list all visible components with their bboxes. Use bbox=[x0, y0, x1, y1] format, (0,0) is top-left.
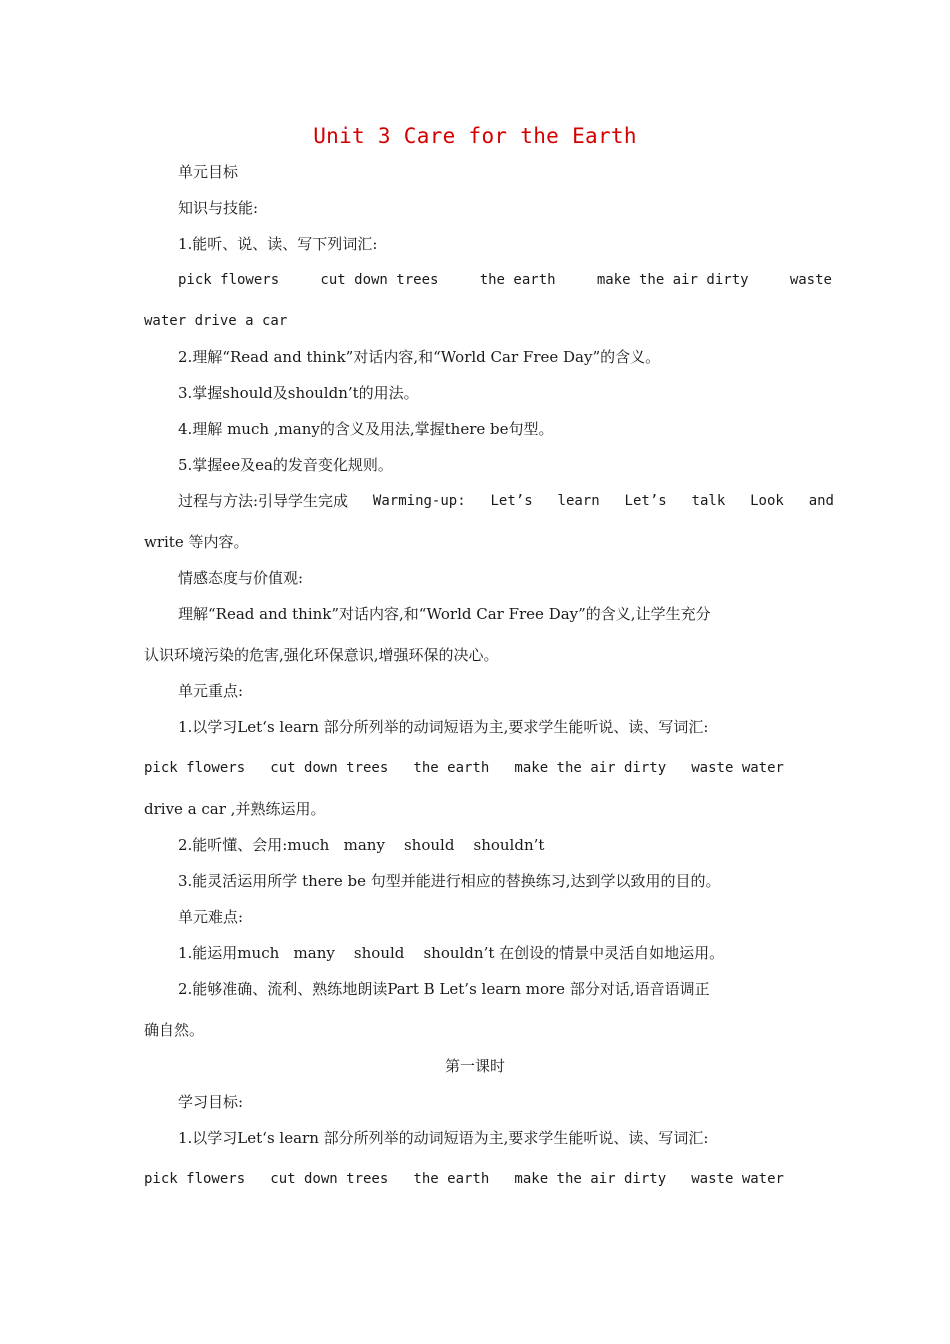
vocab-line-cont: water drive a car bbox=[144, 313, 288, 329]
process-line-cont: write 等内容。 bbox=[144, 533, 249, 551]
unit-goals-heading: 单元目标 bbox=[178, 163, 239, 181]
attitude-heading: 情感态度与价值观: bbox=[178, 569, 304, 587]
process-text: Warming-up: bbox=[372, 493, 466, 509]
vocab-word: the earth bbox=[479, 272, 556, 288]
process-text: Let’s bbox=[624, 493, 667, 509]
vocab-word: the earth bbox=[413, 1171, 490, 1187]
vocab-line bbox=[144, 1168, 784, 1190]
vocab-word: make the air dirty bbox=[596, 272, 749, 288]
unit-difficult-1: 1.能运用much many should shouldn’t 在创设的情景中灵活自如地运用。 bbox=[178, 944, 725, 962]
unit-key-3: 3.能灵活运用所学 there be 句型并能进行相应的替换练习,达到学以致用的目的。 bbox=[178, 872, 721, 890]
vocab-word: pick flowers bbox=[178, 272, 280, 288]
process-text: Let’s bbox=[490, 493, 533, 509]
vocab-word: waste water bbox=[691, 1171, 784, 1187]
vocab-word: waste bbox=[789, 272, 832, 288]
goal-3: 3.掌握should及shouldn’t的用法。 bbox=[178, 384, 419, 402]
vocab-word: cut down trees bbox=[320, 272, 439, 288]
vocab-word: cut down trees bbox=[270, 760, 389, 776]
unit-key-1: 1.以学习Let‘s learn 部分所列举的动词短语为主,要求学生能听说、读、写词汇: bbox=[178, 718, 709, 736]
unit-difficult-heading: 单元难点: bbox=[178, 908, 244, 926]
attitude-paragraph-cont: 认识环境污染的危害,强化环保意识,增强环保的决心。 bbox=[144, 646, 499, 664]
process-text: learn bbox=[557, 493, 600, 509]
document-title: Unit 3 Care for the Earth bbox=[313, 124, 637, 148]
process-text: talk bbox=[691, 493, 726, 509]
knowledge-heading: 知识与技能: bbox=[178, 199, 259, 217]
unit-difficult-2: 2.能够准确、流利、熟练地朗读Part B Let’s learn more 部分对话,语音语调正 bbox=[178, 980, 710, 998]
lesson-heading: 第一课时 bbox=[444, 1057, 505, 1075]
vocab-word: make the air dirty bbox=[514, 760, 667, 776]
vocab-word: pick flowers bbox=[144, 760, 246, 776]
goal-2: 2.理解“Read and think”对话内容,和“World Car Free Day”的含义。 bbox=[178, 348, 661, 366]
attitude-paragraph: 理解“Read and think”对话内容,和“World Car Free Day”的含义,让学生充分 bbox=[178, 605, 711, 623]
lesson-goal-1: 1.以学习Let‘s learn 部分所列举的动词短语为主,要求学生能听说、读、写词汇: bbox=[178, 1129, 709, 1147]
vocab-line bbox=[178, 269, 832, 291]
vocab-word: pick flowers bbox=[144, 1171, 246, 1187]
unit-key-1-cont: drive a car ,并熟练运用。 bbox=[144, 800, 326, 818]
vocab-line bbox=[144, 757, 784, 779]
lesson-goals-heading: 学习目标: bbox=[178, 1093, 244, 1111]
process-line bbox=[178, 490, 834, 512]
unit-difficult-2-cont: 确自然。 bbox=[144, 1021, 205, 1039]
unit-key-heading: 单元重点: bbox=[178, 682, 244, 700]
goal-1: 1.能听、说、读、写下列词汇: bbox=[178, 235, 378, 253]
vocab-word: the earth bbox=[413, 760, 490, 776]
process-text: Look bbox=[750, 493, 784, 509]
goal-5: 5.掌握ee及ea的发音变化规则。 bbox=[178, 456, 393, 474]
process-text: and bbox=[808, 493, 834, 509]
vocab-word: cut down trees bbox=[270, 1171, 389, 1187]
goal-4: 4.理解 much ,many的含义及用法,掌握there be句型。 bbox=[178, 420, 554, 438]
unit-key-2: 2.能听懂、会用:much many should shouldn’t bbox=[178, 836, 545, 854]
vocab-word: waste water bbox=[691, 760, 784, 776]
vocab-word: make the air dirty bbox=[514, 1171, 667, 1187]
process-text: 过程与方法:引导学生完成 bbox=[178, 492, 349, 510]
